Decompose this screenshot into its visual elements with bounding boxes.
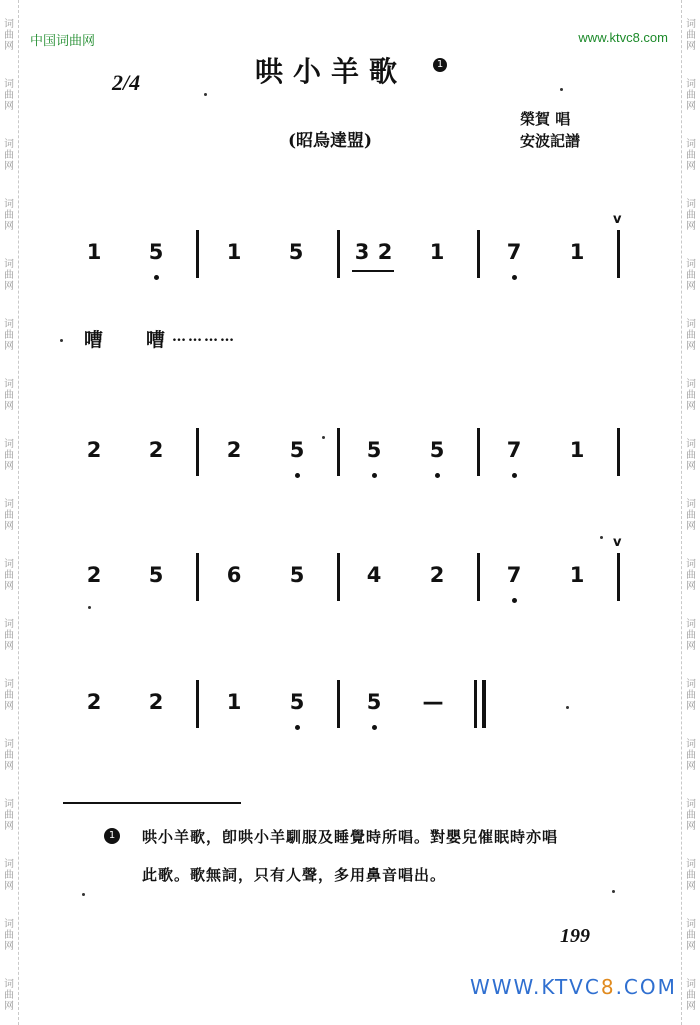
watermark-char: 曲 bbox=[686, 570, 696, 581]
watermark-char: 曲 bbox=[4, 690, 14, 701]
watermark-char: 词 bbox=[4, 859, 14, 870]
octave-dot bbox=[372, 725, 377, 730]
note: 1 bbox=[86, 240, 102, 264]
watermark-char: 词 bbox=[686, 559, 696, 570]
watermark-char: 词 bbox=[686, 619, 696, 630]
watermark-char: 网 bbox=[4, 581, 14, 592]
time-signature: 2/4 bbox=[112, 70, 141, 95]
score-row-1 bbox=[0, 212, 700, 290]
lyric-continuation: ………… bbox=[172, 329, 236, 345]
bar-line bbox=[196, 230, 199, 278]
watermark-char: 词 bbox=[4, 619, 14, 630]
note: 2 bbox=[86, 563, 102, 587]
song-title: 哄小羊歌 bbox=[255, 55, 408, 88]
stray-dot bbox=[560, 88, 563, 91]
watermark-char: 曲 bbox=[686, 630, 696, 641]
watermark-char: 词 bbox=[4, 259, 14, 270]
watermark-char: 曲 bbox=[686, 510, 696, 521]
watermark-char: 词 bbox=[686, 979, 696, 990]
watermark-char: 网 bbox=[686, 821, 696, 832]
watermark-char: 网 bbox=[686, 161, 696, 172]
watermark-char: 网 bbox=[4, 41, 14, 52]
watermark-char: 网 bbox=[686, 281, 696, 292]
watermark-char: 曲 bbox=[686, 990, 696, 1001]
watermark-char: 曲 bbox=[686, 810, 696, 821]
footnote-line-1: 哄小羊歌，卽哄小羊馴服及睡覺時所唱。對嬰兒催眠時亦唱 bbox=[142, 828, 559, 846]
site-name-link[interactable]: 中国词曲网 bbox=[30, 34, 96, 49]
watermark-char: 曲 bbox=[686, 930, 696, 941]
bar-line bbox=[337, 428, 340, 476]
left-watermark-strip bbox=[0, 0, 19, 1025]
stray-dot bbox=[88, 606, 91, 609]
watermark-char: 词 bbox=[686, 499, 696, 510]
note: 1 bbox=[429, 240, 445, 264]
score-row-3 bbox=[0, 535, 700, 613]
watermark-char: 网 bbox=[686, 941, 696, 952]
watermark-char: 网 bbox=[686, 641, 696, 652]
stray-dot bbox=[612, 890, 615, 893]
watermark-char: 曲 bbox=[4, 390, 14, 401]
watermark-char: 网 bbox=[4, 701, 14, 712]
watermark-char: 曲 bbox=[686, 330, 696, 341]
watermark-char: 词 bbox=[4, 319, 14, 330]
bar-line bbox=[477, 230, 480, 278]
final-bar-line bbox=[474, 680, 477, 728]
bar-line bbox=[617, 230, 620, 278]
watermark-char: 网 bbox=[4, 941, 14, 952]
page-number: 199 bbox=[560, 925, 590, 947]
stray-dot bbox=[204, 93, 207, 96]
watermark-char: 网 bbox=[686, 461, 696, 472]
final-bar-line bbox=[482, 680, 486, 728]
watermark-char: 词 bbox=[686, 379, 696, 390]
watermark-char: 曲 bbox=[686, 450, 696, 461]
watermark-char: 词 bbox=[686, 319, 696, 330]
note: 5 bbox=[288, 240, 304, 264]
note: 5 bbox=[289, 563, 305, 587]
bar-line bbox=[337, 553, 340, 601]
note: 3 bbox=[354, 240, 370, 264]
watermark-char: 网 bbox=[4, 341, 14, 352]
note: 2 bbox=[86, 690, 102, 714]
footnote-marker-icon: 1 bbox=[433, 58, 447, 72]
lyric-syllable: 嘈 bbox=[84, 329, 104, 351]
watermark-char: 网 bbox=[4, 821, 14, 832]
bar-line bbox=[196, 680, 199, 728]
watermark-char: 曲 bbox=[4, 210, 14, 221]
watermark-char: 曲 bbox=[686, 150, 696, 161]
octave-dot bbox=[512, 473, 517, 478]
watermark-char: 网 bbox=[4, 761, 14, 772]
octave-dot bbox=[295, 725, 300, 730]
octave-dot bbox=[372, 473, 377, 478]
octave-dot bbox=[295, 473, 300, 478]
footnote-rule bbox=[63, 802, 241, 804]
watermark-char: 网 bbox=[686, 581, 696, 592]
watermark-char: 词 bbox=[4, 199, 14, 210]
watermark-char: 词 bbox=[686, 919, 696, 930]
watermark-char: 词 bbox=[4, 79, 14, 90]
watermark-char: 曲 bbox=[686, 870, 696, 881]
song-credits bbox=[520, 108, 580, 152]
footer-url-end: .COM bbox=[615, 975, 677, 999]
right-watermark-strip bbox=[681, 0, 700, 1025]
watermark-char: 网 bbox=[686, 761, 696, 772]
watermark-char: 网 bbox=[4, 401, 14, 412]
note: 5 bbox=[289, 690, 305, 714]
watermark-char: 曲 bbox=[4, 990, 14, 1001]
watermark-char: 词 bbox=[4, 979, 14, 990]
watermark-char: 词 bbox=[686, 79, 696, 90]
watermark-char: 词 bbox=[686, 799, 696, 810]
watermark-char: 词 bbox=[4, 679, 14, 690]
watermark-char: 网 bbox=[4, 281, 14, 292]
footer-url-main: WWW.KTVC bbox=[470, 975, 601, 999]
bar-line bbox=[337, 680, 340, 728]
watermark-char: 曲 bbox=[4, 630, 14, 641]
watermark-char: 网 bbox=[4, 521, 14, 532]
bar-line bbox=[617, 553, 620, 601]
watermark-char: 曲 bbox=[4, 930, 14, 941]
watermark-char: 网 bbox=[4, 461, 14, 472]
score-row-4 bbox=[0, 680, 700, 740]
note: 5 bbox=[148, 563, 164, 587]
note: 5 bbox=[366, 438, 382, 462]
bar-line bbox=[196, 428, 199, 476]
lyric-syllable: 嘈 bbox=[146, 329, 166, 351]
note: 7 bbox=[506, 438, 522, 462]
watermark-char: 网 bbox=[686, 101, 696, 112]
breath-mark: v bbox=[613, 535, 622, 550]
stray-dot bbox=[322, 436, 325, 439]
watermark-char: 词 bbox=[4, 379, 14, 390]
note: 2 bbox=[226, 438, 242, 462]
bar-line bbox=[617, 428, 620, 476]
watermark-char: 词 bbox=[4, 919, 14, 930]
octave-dot bbox=[512, 275, 517, 280]
watermark-char: 曲 bbox=[4, 150, 14, 161]
watermark-char: 网 bbox=[4, 101, 14, 112]
note: 5 bbox=[429, 438, 445, 462]
footnote-line-2: 此歌。歌無詞，只有人聲，多用鼻音唱出。 bbox=[142, 866, 447, 884]
note: 1 bbox=[569, 438, 585, 462]
watermark-char: 网 bbox=[4, 161, 14, 172]
bar-line bbox=[477, 428, 480, 476]
note: 2 bbox=[429, 563, 445, 587]
score-row-2 bbox=[0, 428, 700, 488]
watermark-char: 网 bbox=[686, 701, 696, 712]
watermark-char: 词 bbox=[4, 799, 14, 810]
site-url-link[interactable]: www.ktvc8.com bbox=[578, 30, 668, 45]
watermark-char: 词 bbox=[4, 739, 14, 750]
note: 1 bbox=[226, 240, 242, 264]
note: 2 bbox=[377, 240, 393, 264]
watermark-char: 词 bbox=[4, 439, 14, 450]
note: — bbox=[422, 690, 444, 714]
watermark-char: 网 bbox=[686, 881, 696, 892]
octave-dot bbox=[512, 598, 517, 603]
watermark-char: 词 bbox=[686, 439, 696, 450]
watermark-char: 网 bbox=[4, 1001, 14, 1012]
note: 1 bbox=[569, 563, 585, 587]
watermark-char: 词 bbox=[4, 139, 14, 150]
lyric-row bbox=[0, 325, 700, 355]
stray-dot bbox=[600, 536, 603, 539]
note: 1 bbox=[226, 690, 242, 714]
stray-dot bbox=[60, 339, 63, 342]
watermark-char: 词 bbox=[4, 559, 14, 570]
watermark-char: 网 bbox=[4, 641, 14, 652]
bar-line bbox=[477, 553, 480, 601]
stray-dot bbox=[82, 893, 85, 896]
note: 2 bbox=[86, 438, 102, 462]
watermark-char: 网 bbox=[686, 1001, 696, 1012]
watermark-char: 曲 bbox=[4, 330, 14, 341]
watermark-char: 网 bbox=[686, 41, 696, 52]
breath-mark: v bbox=[613, 212, 622, 227]
watermark-char: 曲 bbox=[4, 510, 14, 521]
song-region: (昭烏達盟) bbox=[288, 131, 373, 151]
note: 2 bbox=[148, 690, 164, 714]
watermark-char: 网 bbox=[686, 521, 696, 532]
watermark-char: 网 bbox=[686, 401, 696, 412]
watermark-char: 词 bbox=[686, 19, 696, 30]
eighth-beam bbox=[352, 270, 394, 272]
watermark-char: 词 bbox=[686, 259, 696, 270]
transcriber-credit: 安波記譜 bbox=[520, 132, 581, 150]
note: 7 bbox=[506, 563, 522, 587]
watermark-char: 词 bbox=[4, 499, 14, 510]
watermark-char: 曲 bbox=[686, 270, 696, 281]
watermark-char: 词 bbox=[4, 19, 14, 30]
watermark-char: 曲 bbox=[686, 210, 696, 221]
watermark-char: 词 bbox=[686, 859, 696, 870]
watermark-char: 曲 bbox=[686, 750, 696, 761]
octave-dot bbox=[154, 275, 159, 280]
note: 5 bbox=[366, 690, 382, 714]
bar-line bbox=[196, 553, 199, 601]
watermark-char: 词 bbox=[686, 199, 696, 210]
stray-dot bbox=[566, 706, 569, 709]
note: 6 bbox=[226, 563, 242, 587]
watermark-char: 曲 bbox=[686, 690, 696, 701]
watermark-char: 词 bbox=[686, 739, 696, 750]
watermark-char: 曲 bbox=[4, 570, 14, 581]
watermark-char: 曲 bbox=[4, 450, 14, 461]
watermark-char: 曲 bbox=[686, 390, 696, 401]
watermark-char: 词 bbox=[686, 679, 696, 690]
footnote-marker-icon: 1 bbox=[104, 828, 120, 844]
watermark-char: 网 bbox=[4, 221, 14, 232]
note: 4 bbox=[366, 563, 382, 587]
footer-url-accent: 8 bbox=[600, 975, 616, 999]
watermark-char: 曲 bbox=[4, 270, 14, 281]
footer-url bbox=[470, 975, 677, 999]
octave-dot bbox=[435, 473, 440, 478]
watermark-char: 网 bbox=[686, 341, 696, 352]
note: 5 bbox=[289, 438, 305, 462]
singer-credit: 榮賀 唱 bbox=[520, 110, 571, 128]
note: 2 bbox=[148, 438, 164, 462]
watermark-char: 曲 bbox=[686, 30, 696, 41]
watermark-char: 曲 bbox=[4, 90, 14, 101]
bar-line bbox=[337, 230, 340, 278]
note: 5 bbox=[148, 240, 164, 264]
watermark-char: 曲 bbox=[4, 750, 14, 761]
watermark-char: 网 bbox=[686, 221, 696, 232]
watermark-char: 曲 bbox=[686, 90, 696, 101]
watermark-char: 曲 bbox=[4, 810, 14, 821]
watermark-char: 词 bbox=[686, 139, 696, 150]
watermark-char: 网 bbox=[4, 881, 14, 892]
watermark-char: 曲 bbox=[4, 30, 14, 41]
note: 7 bbox=[506, 240, 522, 264]
note: 1 bbox=[569, 240, 585, 264]
watermark-char: 曲 bbox=[4, 870, 14, 881]
